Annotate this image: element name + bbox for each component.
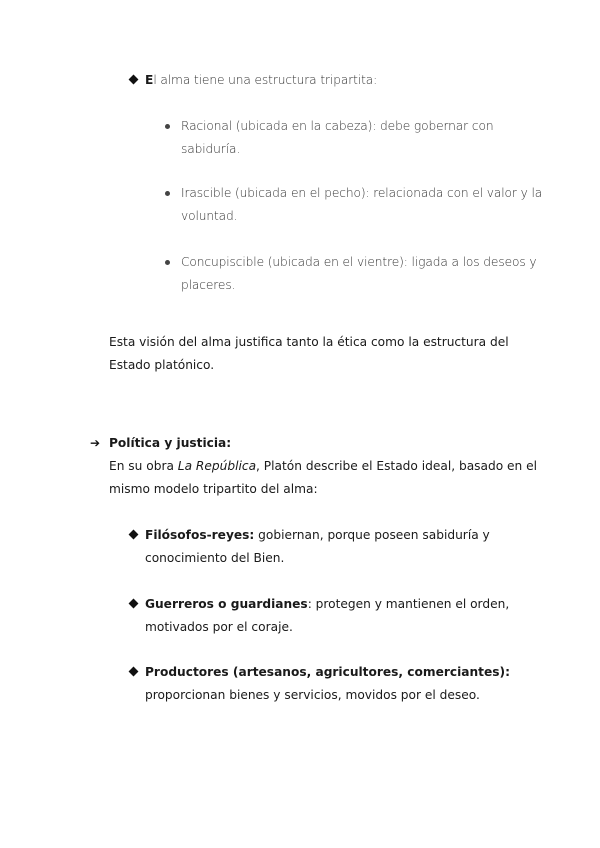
soul-part-1-line1: Racional (ubicada en la cabeza): debe gobernar con	[181, 119, 494, 133]
class-1-name: Filósofos-reyes:	[145, 528, 255, 542]
diamond-bullet-icon	[129, 667, 139, 677]
class-1-line2: conocimiento del Bien.	[145, 551, 285, 565]
soul-part-3-line1: Concupiscible (ubicada en el vientre): ligada a los deseos y	[181, 255, 537, 269]
class-2-line2: motivados por el coraje.	[145, 620, 293, 634]
soul-conclusion-line1: Esta visión del alma justifica tanto la ética como la estructura del	[109, 335, 509, 349]
soul-part-2-line1: Irascible (ubicada en el pecho): relacionada con el valor y la	[181, 186, 543, 200]
soul-part-2-line2: voluntad.	[181, 209, 238, 223]
diamond-bullet-icon	[129, 75, 139, 85]
soul-part-3-line2: placeres.	[181, 278, 236, 292]
work-title: La República	[177, 459, 257, 473]
soul-heading-text: l alma tiene una estructura tripartita:	[153, 73, 378, 87]
soul-heading-initial: E	[145, 73, 154, 87]
diamond-bullet-icon	[129, 599, 139, 609]
diamond-bullet-icon	[129, 530, 139, 540]
soul-conclusion-line2: Estado platónico.	[109, 358, 215, 372]
class-3-name: Productores (artesanos, agricultores, comerciantes):	[145, 665, 510, 679]
class-2-name: Guerreros o guardianes	[145, 597, 308, 611]
arrow-right-icon: ➔	[90, 436, 101, 450]
politics-intro-line1	[109, 455, 537, 478]
class-3-line1	[145, 661, 510, 684]
bullet-dot-icon	[165, 191, 170, 196]
intro-prefix: En su obra	[109, 459, 178, 473]
bullet-dot-icon	[165, 260, 170, 265]
soul-part-1-line2: sabiduría.	[181, 142, 241, 156]
politics-intro-line2: mismo modelo tripartito del alma:	[109, 482, 318, 496]
soul-heading	[145, 69, 377, 92]
class-3-line2: proporcionan bienes y servicios, movidos por el deseo.	[145, 688, 480, 702]
class-2-line1	[145, 593, 509, 616]
bullet-dot-icon	[165, 124, 170, 129]
intro-suffix: , Platón describe el Estado ideal, basado en el	[256, 459, 538, 473]
politics-title: Política y justicia:	[109, 436, 232, 450]
class-2-desc: : protegen y mantienen el orden,	[307, 597, 510, 611]
class-1-desc: gobiernan, porque poseen sabiduría y	[254, 528, 490, 542]
class-1-line1	[145, 524, 490, 547]
